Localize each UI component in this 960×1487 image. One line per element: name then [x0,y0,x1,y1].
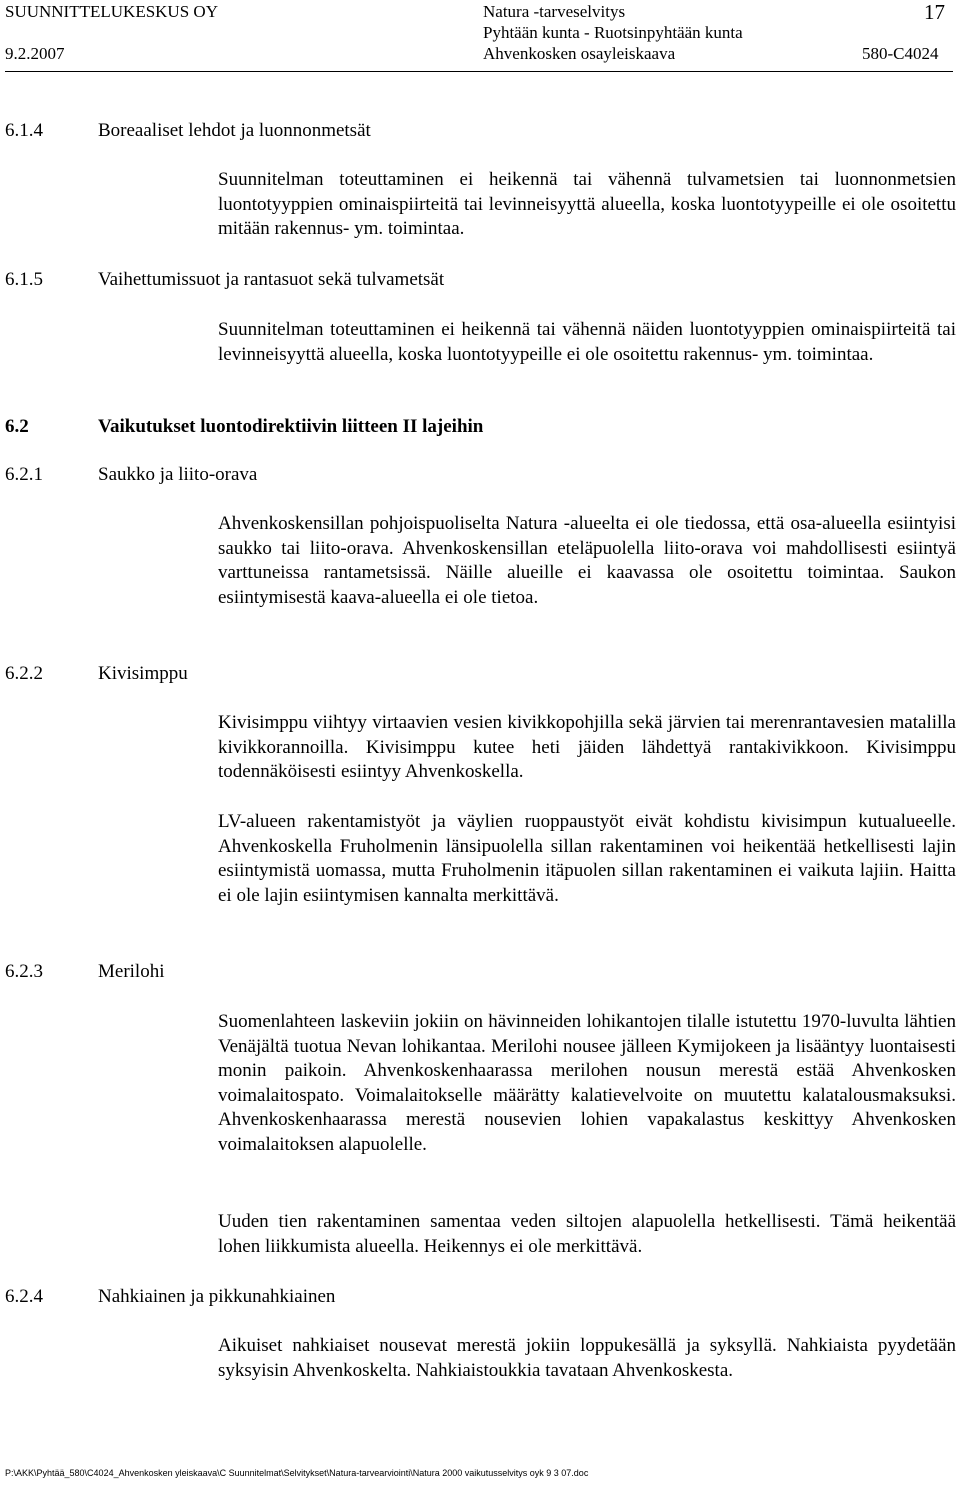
paragraph-6-2-1: Ahvenkoskensillan pohjoispuoliselta Natura -alueelta ei ole tiedossa, että osa-alueella esiintyisi saukko tai liito-orava. Ahvenkoskensillan eteläpuolella liito-orava voi mahdollisesti esiintyä varttuneissa rantametsissä. Näille alueille ei kaavassa ole osoitettu toimintaa. Saukon esiintymisestä kaava-alueella ei ole tietoa. [218,513,956,608]
paragraph-6-2-3-a: Suomenlahteen laskeviin jokiin on hävinneiden lohikantojen tilalle istutettu 1970-luvulta lähtien Venäjältä tuotua Nevan lohikantaa. Merilohi nousee jälleen Kymijokeen ja lisääntyy luontaisesti monin paikoin. Ahvenkoskenhaarassa merilohen nousun merestä estää Ahvenkosken voimalaitospato. Voimalaitokselle määrätty kalatievelvoite on muutettu kalatalousmaksuksi. Ahvenkoskenhaarassa merestä nousevien lohien vapakalastus keskittyy Ahvenkosken voimalaitoksen alapuolelle. [218,1011,956,1155]
paragraph-6-2-4: Aikuiset nahkiaiset nousevat merestä jokiin loppukesällä ja syksyllä. Nahkiaista pyydetään syksyisin Ahvenkoskelta. Nahkiaistoukkia tavataan Ahvenkoskesta. [218,1335,956,1381]
section-number: 6.2 [5,416,29,437]
footer-file-path: P:\AKK\Pyhtää_580\C4024_Ahvenkosken yleiskaava\C Suunnitelmat\Selvitykset\Natura-tarvearviointi\Natura 2000 vaikutusselvitys oyk 9 3 07.doc [5,1468,589,1478]
page-number: 17 [924,0,945,24]
section-heading-6-2-3 [5,960,165,984]
section-number: 6.2.3 [5,961,43,982]
section-heading-6-2-4 [5,1285,335,1309]
section-heading-6-2 [5,415,483,439]
paragraph-6-2-2-b: LV-alueen rakentamistyöt ja väylien ruoppaustyöt eivät kohdistu kivisimpun kutualueelle. Ahvenkoskella Fruholmenin länsipuolella sillan rakentaminen voi heikentää hetkellisesti lajin esiintymistä uomassa, mutta Fruholmenin itäpuolen sillan rakentaminen ei vaikuta lajiin. Haitta ei ole lajin esiintymisen kannalta merkittävä. [218,811,956,906]
section-title: Saukko ja liito-orava [98,464,258,485]
paragraph-6-1-4: Suunnitelman toteuttaminen ei heikennä tai vähennä tulvametsien tai luonnonmetsien luontotyyppien ominaispiirteitä tai levinneisyyttä alueella, koska luontotyypeille ei ole osoitettu mitään rakennus- ym. toimintaa. [218,169,956,239]
section-heading-6-1-5 [5,268,444,292]
header-doc-code: 580-C4024 [862,44,939,63]
header-municipality: Pyhtään kunta - Ruotsinpyhtään kunta [483,23,743,42]
section-number: 6.2.2 [5,663,43,684]
section-title: Kivisimppu [98,663,188,684]
header-plan-name: Ahvenkosken osayleiskaava [483,44,676,63]
section-title: Merilohi [98,961,165,982]
header-rule [5,71,953,72]
section-number: 6.1.5 [5,269,43,290]
header-doc-type: Natura -tarveselvitys [483,2,626,21]
paragraph-6-1-5: Suunnitelman toteuttaminen ei heikennä tai vähennä näiden luontotyyppien ominaispiirteitä tai levinneisyyttä alueella, koska luontotyypeille ei ole osoitettu rakennus- ym. toimintaa. [218,319,956,365]
section-heading-6-1-4 [5,119,371,143]
section-title: Boreaaliset lehdot ja luonnonmetsät [98,120,371,141]
section-number: 6.1.4 [5,120,43,141]
header-company: SUUNNITTELUKESKUS OY [5,2,218,21]
section-title: Vaikutukset luontodirektiivin liitteen II lajeihin [98,416,484,437]
section-number: 6.2.4 [5,1286,43,1307]
section-title: Vaihettumissuot ja rantasuot sekä tulvametsät [98,269,445,290]
section-number: 6.2.1 [5,464,43,485]
section-heading-6-2-1 [5,463,257,487]
paragraph-6-2-2-a: Kivisimppu viihtyy virtaavien vesien kivikkopohjilla sekä järvien tai merenrantavesien matalilla kivikkorannoilla. Kivisimppu kutee heti jäiden lähdettyä rantakivikkoon. Kivisimppu todennäköisesti esiintyy Ahvenkoskella. [218,712,956,782]
header-date: 9.2.2007 [5,44,65,63]
paragraph-6-2-3-b: Uuden tien rakentaminen samentaa veden siltojen alapuolella hetkellisesti. Tämä heikentää lohen liikkumista alueella. Heikennys ei ole merkittävä. [218,1211,956,1257]
section-title: Nahkiainen ja pikkunahkiainen [98,1286,336,1307]
section-heading-6-2-2 [5,662,188,686]
